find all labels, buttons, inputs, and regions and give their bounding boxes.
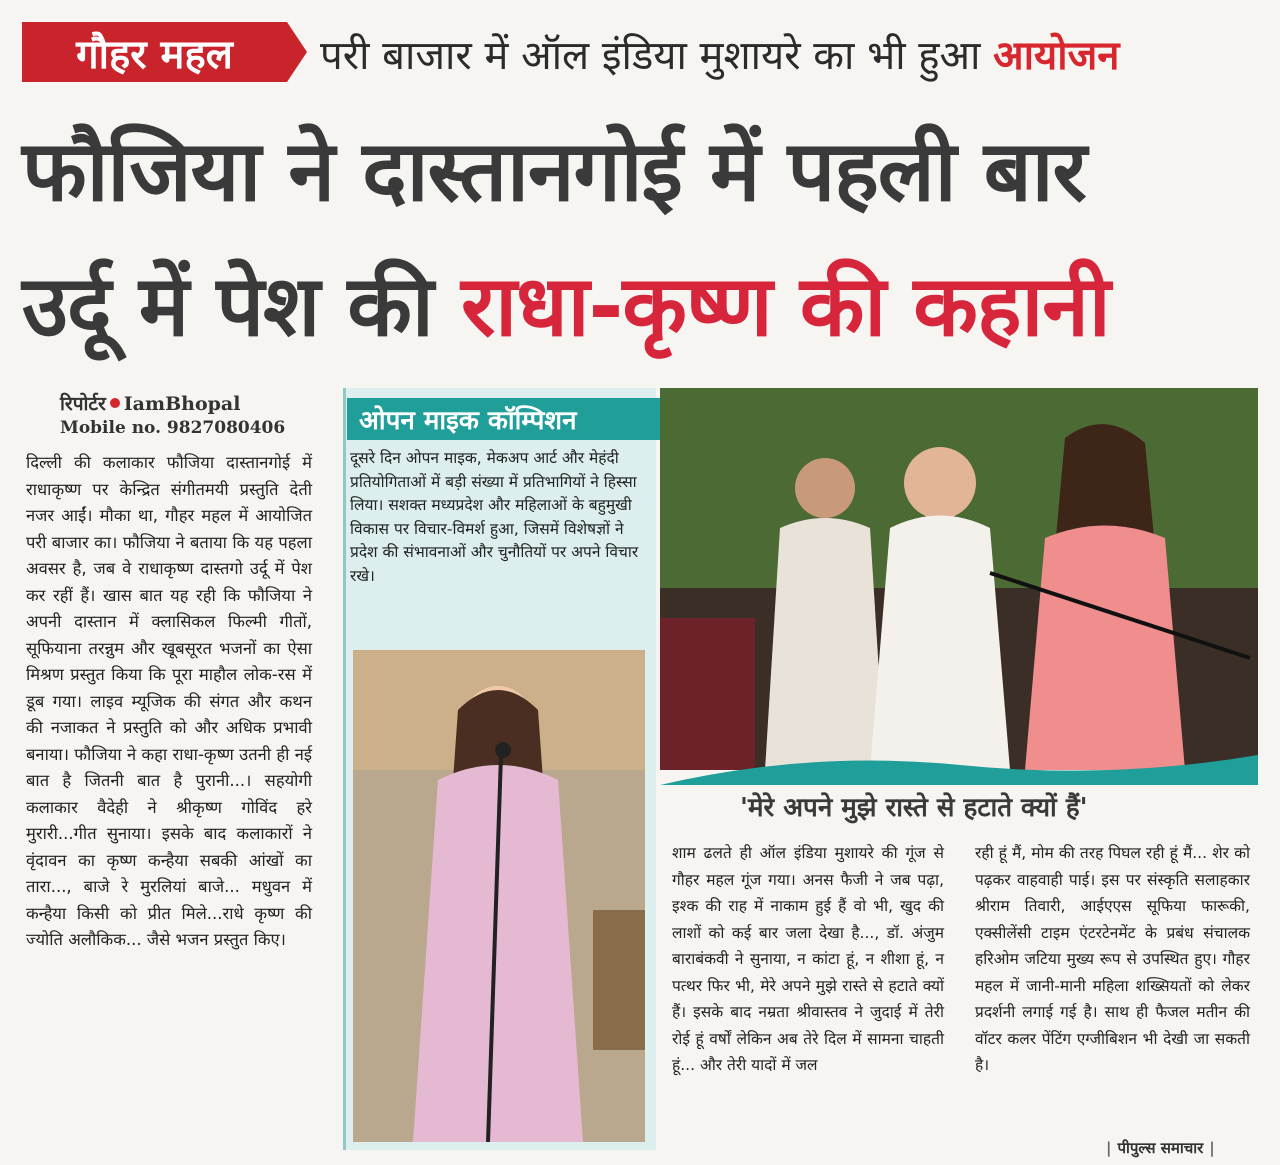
byline <box>60 390 240 416</box>
body-column-4: रही हूं मैं, मोम की तरह पिघल रही हूं मैं... शेर को पढ़कर वाहवाही पाई। इस पर संस्कृति सलाहकार श्रीराम तिवारी, आईएएस सूफिया फारूकी, एक्सीलेंसी टाइम एंटरटेनमेंट के प्रबंध संचालक हरिओम जटिया मुख्य रूप से उपस्थित हुए। गौहर महल में जानी-मानी महिला शख्सियतों को लेकर प्रदर्शनी लगाई गई है। साथ ही फैजल मतीन की वॉटर कलर पेंटिंग एग्जीबिशन भी देखी जा सकती है। <box>975 844 1250 1074</box>
kicker <box>320 26 1119 81</box>
singers-photo-illustration <box>660 388 1258 770</box>
section-tag-arrow <box>287 22 307 82</box>
singers-photo <box>660 388 1258 770</box>
footer <box>1100 1138 1221 1158</box>
performer-photo-illustration <box>353 650 645 1142</box>
headline-line2-plain: उर्दू में पेश की <box>22 257 433 355</box>
quote-heading: 'मेरे अपने मुझे रास्ते से हटाते क्यों हैं' <box>740 793 1088 823</box>
body-left-column: दिल्ली की कलाकार फौजिया दास्तानगोई में राधाकृष्ण पर केन्द्रित संगीतमयी प्रस्तुति देती नजर आईं। मौका था, गौहर महल में आयोजित परी बाजार का। फौजिया ने बताया कि यह पहला अवसर है, जब वे राधाकृष्ण दास्तगो उर्दू में पेश कर रहीं हैं। खास बात यह रही कि फौजिया ने अपनी दास्तान में क्लासिकल फिल्मी गीतों, सूफियाना तरन्नुम और खूबसूरत भजनों का ऐसा मिश्रण प्रस्तुत किया कि पूरा माहौल लोक-रस में डूब गया। लाइव म्यूजिक की संगत और कथन की नजाकत ने प्रस्तुति को और अधिक प्रभावी बनाया। फौजिया ने कहा राधा-कृष्ण उतनी ही नई बात है जितनी बात है पुरानी...। सहयोगी कलाकार वैदेही ने श्रीकृष्ण गोविंद हरे मुरारी...गीत सुनाया। इसके बाद कलाकारों ने वृंदावन का कृष्ण कन्हैया सबकी आंखों का तारा..., बाजे रे मुरलियां बाजे... मधुवन में कन्हैया किसी को प्रीत मिले...राधे कृष्ण की ज्योति अलौकिक... जैसे भजन प्रस्तुत किए। <box>26 453 312 949</box>
byline-mobile: Mobile no. 9827080406 <box>60 418 286 438</box>
footer-bar-left: | <box>1106 1139 1112 1157</box>
sidebar-title: ओपन माइक कॉम्पिशन <box>347 398 674 440</box>
kicker-text: परी बाजार में ऑल इंडिया मुशायरे का भी हुआ <box>320 33 981 79</box>
sidebar-text: दूसरे दिन ओपन माइक, मेकअप आर्ट और मेहंदी प्रतियोगिताओं में बड़ी संख्या में प्रतिभागियों ने हिस्सा लिया। सशक्त मध्यप्रदेश और महिलाओं के बहुमुखी विकास पर विचार-विमर्श हुआ, जिसमें विशेषज्ञों ने प्रदेश की संभावनाओं और चुनौतियों पर अपने विचार रखे। <box>350 449 639 585</box>
performer-photo <box>353 650 645 1142</box>
section-tag: गौहर महल <box>22 22 287 82</box>
byline-dot-icon <box>110 398 120 408</box>
body-column-3: शाम ढलते ही ऑल इंडिया मुशायरे की गूंज से गौहर महल गूंज गया। अनस फैजी ने जब पढ़ा, इश्क की राह में नाकाम हुई हैं वो भी, खुद की लाशों को कई बार जला देखा है..., डॉ. अंजुम बाराबंकवी ने सुनाया, न कांटा हूं, न शीशा हूं, न पत्थर फिर भी, मेरे अपने मुझे रास्ते से हटाते क्यों हैं। इसके बाद नम्रता श्रीवास्तव ने जुदाई में तेरी रोई हूं वर्षों लेकिन अब तेरे दिल में सामना चाहती हूं... और तेरी यादों में जल <box>672 844 944 1074</box>
headline-line2-red: राधा-कृष्ण की कहानी <box>460 257 1110 355</box>
wave-divider <box>660 755 1258 785</box>
footer-publication: पीपुल्स समाचार <box>1117 1139 1204 1157</box>
byline-label: रिपोर्टर <box>60 393 106 415</box>
headline-line2 <box>22 245 1110 360</box>
footer-bar-right: | <box>1209 1139 1215 1157</box>
byline-name: IamBhopal <box>123 393 241 415</box>
kicker-highlight: आयोजन <box>993 33 1120 79</box>
headline-line1: फौजिया ने दास्तानगोई में पहली बार <box>22 122 1086 220</box>
